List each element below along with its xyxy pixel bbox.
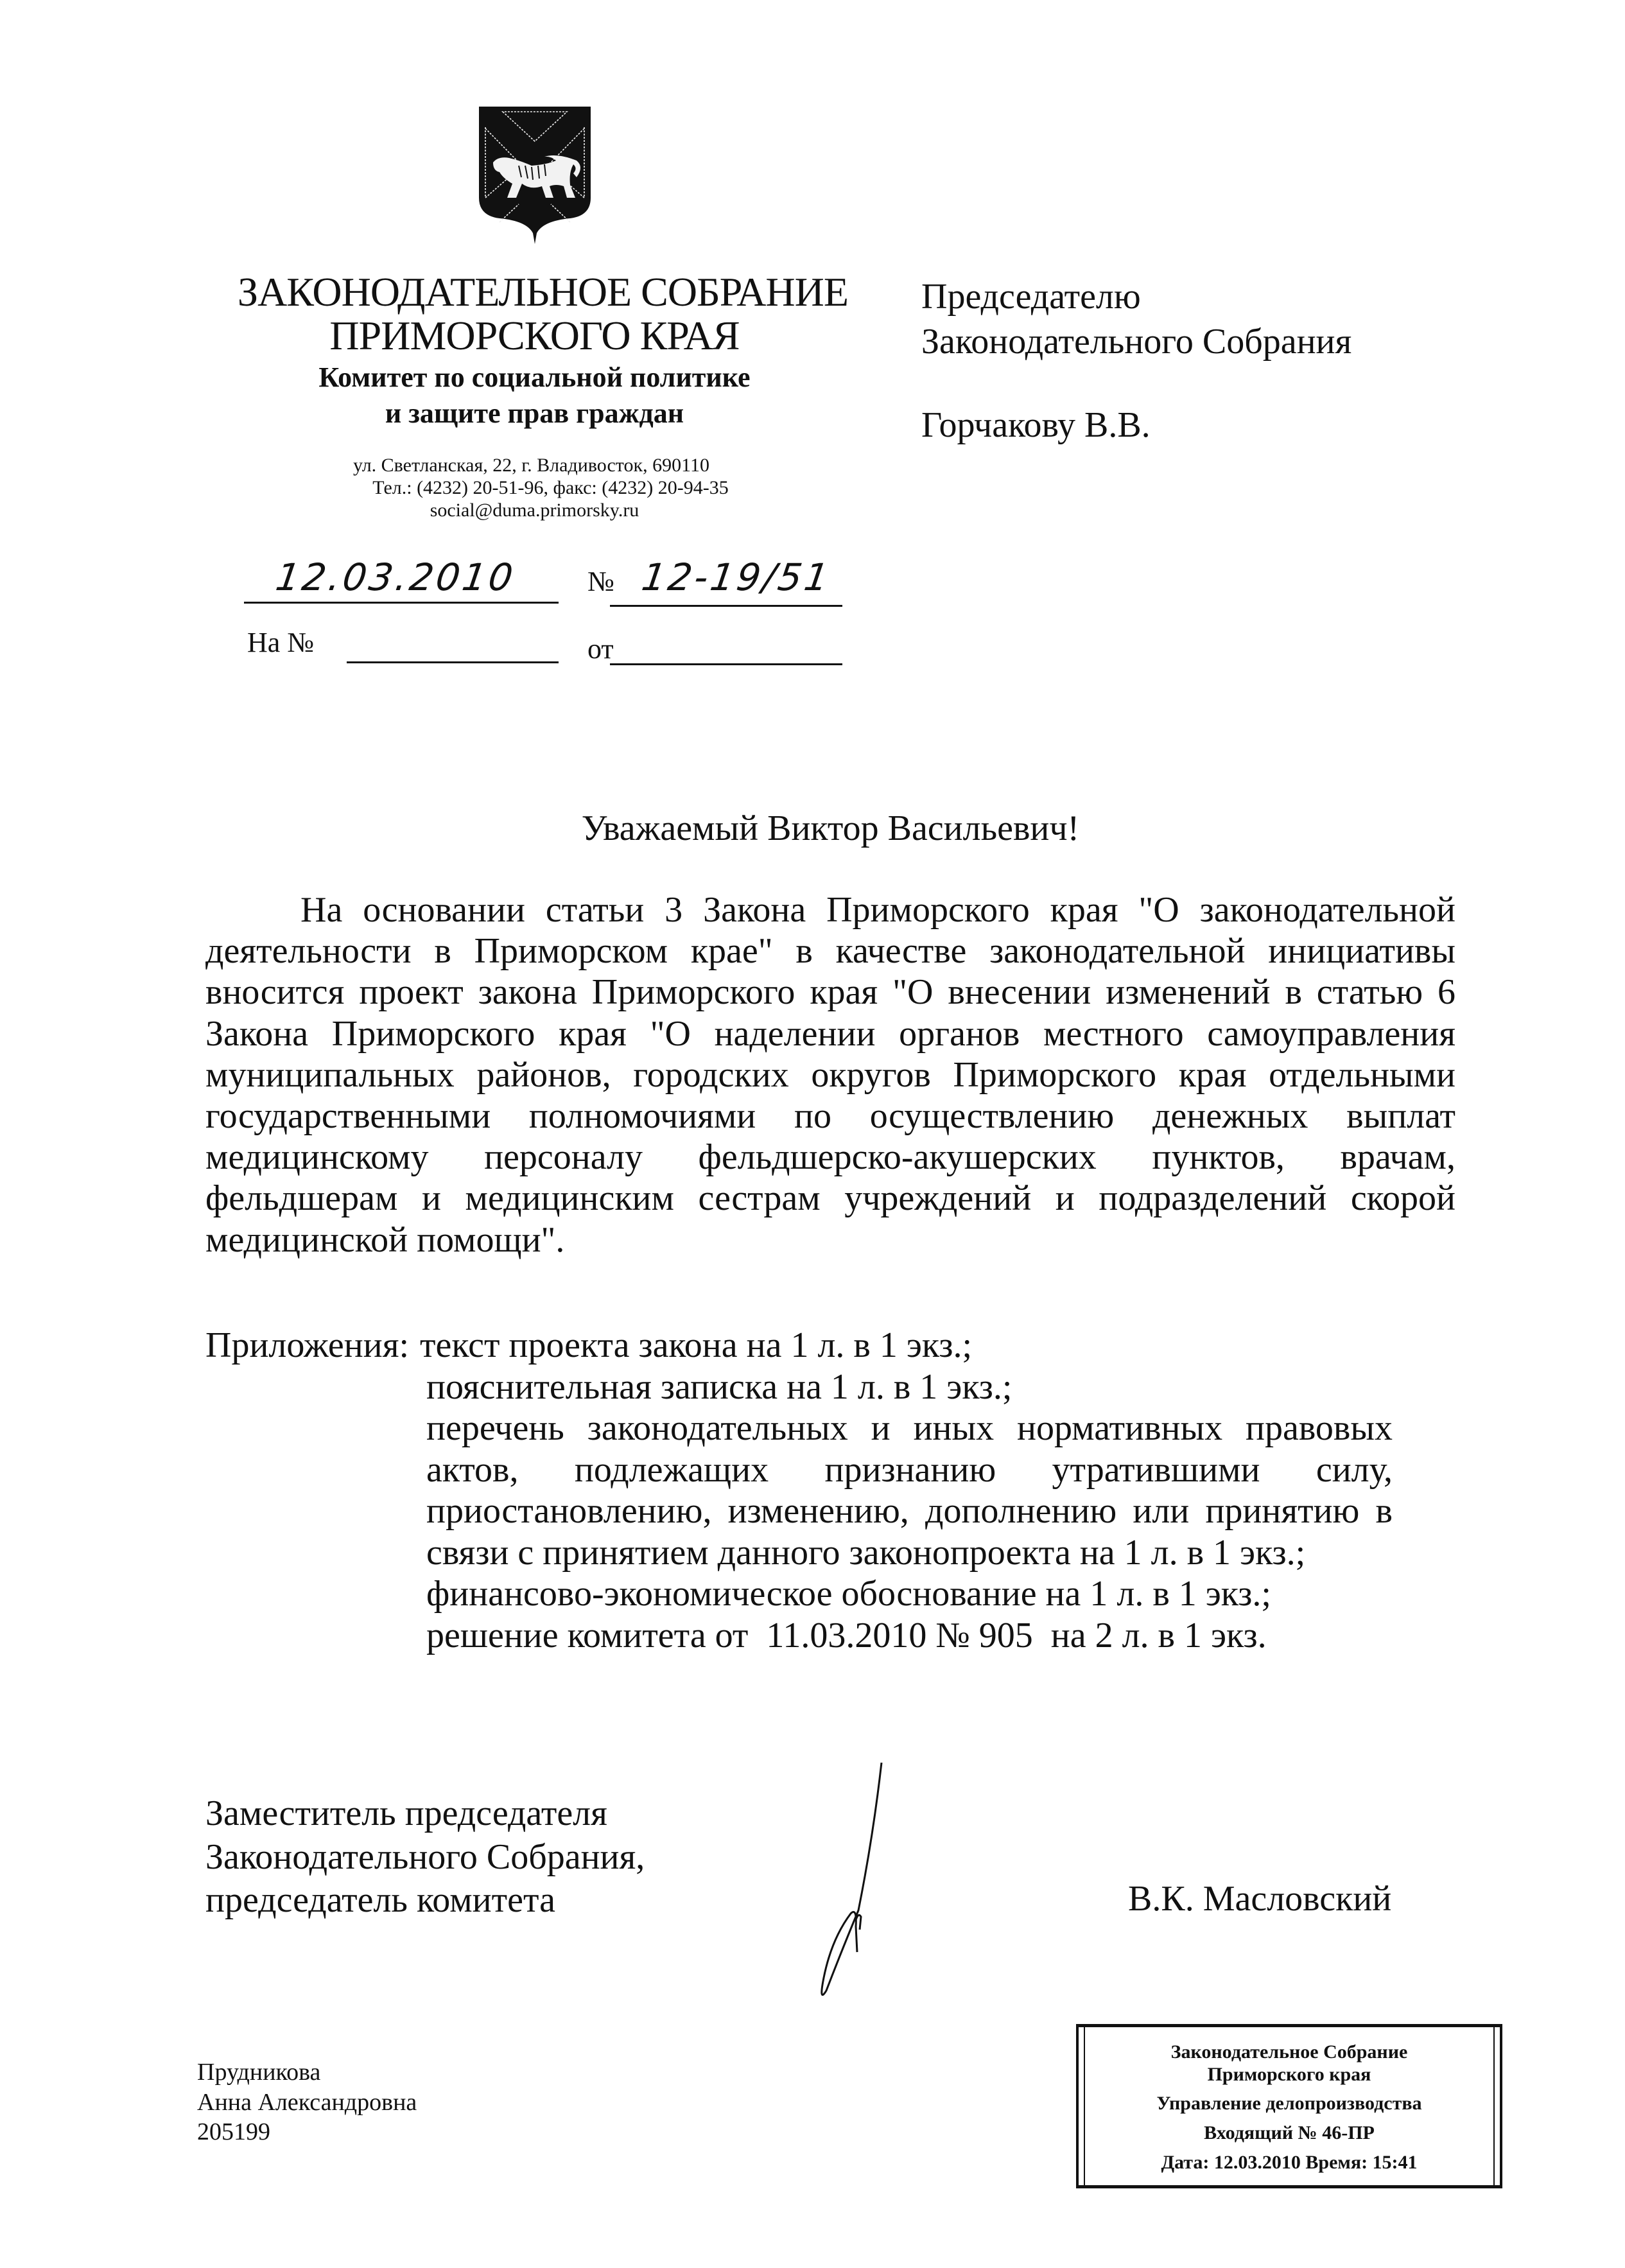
stamp-org-line2: Приморского края xyxy=(1207,2064,1371,2085)
outgoing-date-underline xyxy=(244,602,559,604)
signer-name: В.К. Масловский xyxy=(1128,1879,1392,1919)
coat-of-arms-icon xyxy=(474,101,596,246)
attachment-item: пояснительная записка на 1 л. в 1 экз.; xyxy=(426,1366,1012,1407)
signer-position-line1: Заместитель председателя xyxy=(205,1793,607,1833)
attachment-item: финансово-экономическое обоснование на 1 л. в 1 экз.; xyxy=(426,1574,1271,1614)
org-name-line1: ЗАКОНОДАТЕЛЬНОЕ СОБРАНИЕ xyxy=(238,269,848,315)
stamp-department: Управление делопроизводства xyxy=(1156,2093,1422,2114)
ref-date-underline xyxy=(610,663,842,665)
greeting: Уважаемый Виктор Васильевич! xyxy=(581,808,1080,848)
committee-name-line1: Комитет по социальной политике xyxy=(318,362,751,393)
signer-position-line3: председатель комитета xyxy=(205,1880,555,1920)
signer-position-line2: Законодательного Собрания, xyxy=(205,1837,645,1877)
stamp-org-line1: Законодательное Собрание xyxy=(1170,2041,1408,2063)
ref-number-underline xyxy=(347,661,559,663)
org-email: social@duma.primorsky.ru xyxy=(430,500,639,521)
org-phones: Тел.: (4232) 20-51-96, факс: (4232) 20-94-35 xyxy=(372,477,729,498)
handwritten-signature-icon xyxy=(812,1759,889,2003)
org-name-line2: ПРИМОРСКОГО КРАЯ xyxy=(329,313,740,358)
outgoing-number-underline xyxy=(610,605,842,607)
stamp-incoming-number: Входящий № 46-ПР xyxy=(1204,2122,1375,2143)
executor-given-names: Анна Александровна xyxy=(197,2089,417,2116)
recipient-body: Законодательного Собрания xyxy=(921,322,1352,362)
executor-phone: 205199 xyxy=(197,2118,270,2145)
committee-name-line2: и защите прав граждан xyxy=(385,397,684,429)
executor-surname: Прудникова xyxy=(197,2059,321,2086)
outgoing-number: 12-19/51 xyxy=(639,555,834,599)
ref-date-label: от xyxy=(587,633,614,665)
ref-number-label: На № xyxy=(247,627,315,658)
attachments-label: Приложения: xyxy=(205,1325,410,1365)
outgoing-date: 12.03.2010 xyxy=(273,555,518,599)
attachment-item: решение комитета от 11.03.2010 № 905 на 2 л. в 1 экз. xyxy=(426,1615,1267,1655)
outgoing-number-label: № xyxy=(587,566,614,597)
org-address: ул. Светланская, 22, г. Владивосток, 690110 xyxy=(353,455,709,476)
incoming-registration-stamp xyxy=(1076,2024,1502,2188)
attachment-item: перечень законодательных и иных нормативных правовых актов, подлежащих признанию утратившими силу, приостановлению, изменению, дополнению или принятию в связи с принятием данного законопроекта на 1 л. в 1 экз.; xyxy=(426,1408,1393,1573)
attachment-item: текст проекта закона на 1 л. в 1 экз.; xyxy=(420,1325,973,1365)
recipient-name: Горчакову В.В. xyxy=(921,405,1151,445)
stamp-date-time: Дата: 12.03.2010 Время: 15:41 xyxy=(1161,2152,1418,2173)
recipient-title: Председателю xyxy=(921,277,1141,317)
body-paragraph: На основании статьи 3 Закона Приморского края "О законодательной деятельности в Приморском крае" в качестве законодательной инициативы вносится проект закона Приморского края "О внесении изменений в статью 6 Закона Приморского края "О наделении органов местного самоуправления муниципальных районов, городских округов Приморского края отдельными государственными полномочиями по осуществлению денежных выплат медицинскому персоналу фельдшерско-акушерских пунктов, врачам, фельдшерам и медицинским сестрам учреждений и подразделений скорой медицинской помощи". xyxy=(205,890,1456,1260)
attachments-list xyxy=(420,1325,1393,1656)
